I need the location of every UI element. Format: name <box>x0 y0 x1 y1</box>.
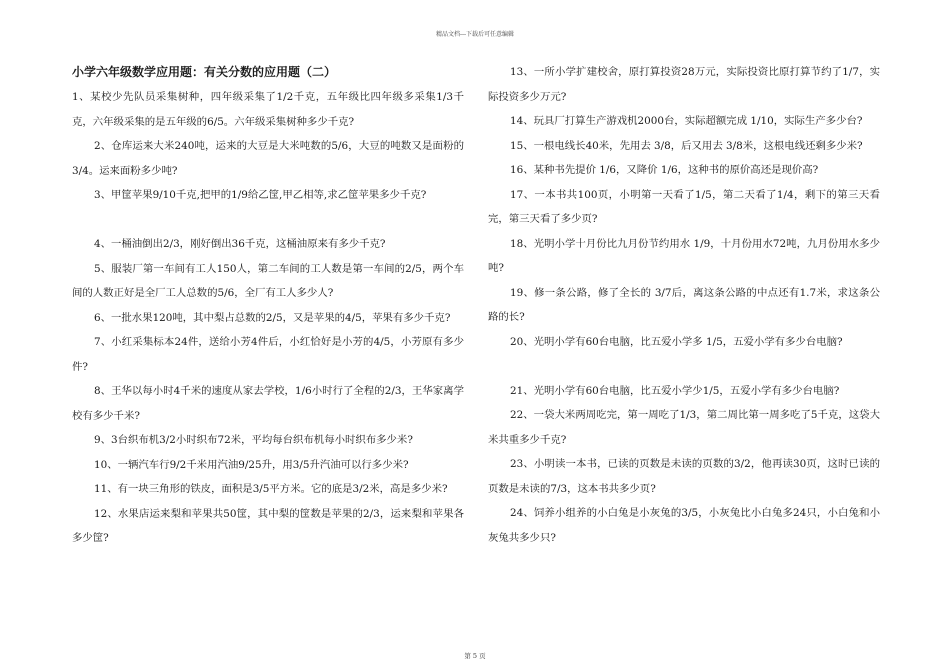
left-column <box>72 60 464 551</box>
question-21: 21、光明小学有60台电脑，比五爱小学少1/5，五爱小学有多少台电脑? <box>510 384 840 397</box>
header-note: 精品文档---下载后可任意编辑 <box>435 31 515 38</box>
question-19: 19、修一条公路，修了全长的 3/7后，离这条公路的中点还有1.7米，求这条公路的长? <box>488 286 880 323</box>
page-title: 小学六年级数学应用题：有关分数的应用题（二） <box>72 65 337 79</box>
question-6: 6、一批水果120吨，其中梨占总数的2/5，又是苹果的4/5，苹果有多少千克? <box>94 311 451 324</box>
question-3: 3、甲筐苹果9/10千克,把甲的1/9给乙筐,甲乙相等,求乙筐苹果多少千克? <box>94 189 427 201</box>
question-11: 11、有一块三角形的铁皮，面积是3/5平方米。它的底是3/2米，高是多少米? <box>94 483 448 495</box>
question-13: 13、一所小学扩建校舍，原打算投资28万元，实际投资比原打算节约了1/7，实际投资多少万元? <box>488 66 880 103</box>
question-12: 12、水果店运来梨和苹果共50筐，其中梨的筐数是苹果的2/3，运来梨和苹果各多少筐? <box>72 507 464 544</box>
question-4: 4、一桶油倒出2/3，刚好倒出36千克，这桶油原来有多少千克? <box>94 238 386 250</box>
question-2: 2、仓库运来大米240吨，运来的大豆是大米吨数的5/6，大豆的吨数又是面粉的3/4。运来面粉多少吨? <box>72 140 464 177</box>
question-15: 15、一根电线长40米，先用去 3/8，后又用去 3/8米，这根电线还剩多少米? <box>510 139 863 152</box>
question-5: 5、服装厂第一车间有工人150人，第二车间的工人数是第一车间的2/5，两个车间的人数正好是全厂工人总数的5/6，全厂有工人多少人? <box>72 262 464 299</box>
right-column <box>488 60 880 550</box>
question-20: 20、光明小学有60台电脑，比五爱小学多 1/5，五爱小学有多少台电脑? <box>510 335 843 348</box>
question-16: 16、某种书先提价 1/6，又降价 1/6，这种书的原价高还是现价高? <box>510 164 819 176</box>
page-number: 第 5 页 <box>464 652 486 660</box>
question-22: 22、一袋大米两周吃完，第一周吃了1/3，第二周比第一周多吃了5千克，这袋大米共重多少千克? <box>488 409 880 446</box>
question-24: 24、饲养小组养的小白兔是小灰兔的3/5，小灰兔比小白兔多24只，小白兔和小灰兔共多少只? <box>488 507 880 544</box>
question-7: 7、小红采集标本24件，送给小芳4件后，小红恰好是小芳的4/5，小芳原有多少件? <box>72 336 464 373</box>
question-10: 10、一辆汽车行9/2千米用汽油9/25升，用3/5升汽油可以行多少米? <box>94 458 409 471</box>
question-17: 17、一本书共100页，小明第一天看了1/5，第二天看了1/4，剩下的第三天看完，第三天看了多少页? <box>488 188 880 225</box>
question-14: 14、玩具厂打算生产游戏机2000台，实际超额完成 1/10，实际生产多少台? <box>510 115 863 127</box>
question-18: 18、光明小学十月份比九月份节约用水 1/9，十月份用水72吨，九月份用水多少吨? <box>488 237 880 274</box>
question-23: 23、小明读一本书，已读的页数是未读的页数的3/2，他再读30页，这时已读的页数是未读的7/3，这本书共多少页? <box>488 458 880 495</box>
question-8: 8、王华以每小时4千米的速度从家去学校，1/6小时行了全程的2/3，王华家离学校有多少千米? <box>72 385 464 422</box>
question-1: 1、某校少先队员采集树种，四年级采集了1/2千克，五年级比四年级多采集1/3千克，六年级采集的是五年级的6/5。六年级采集树种多少千克? <box>72 91 464 128</box>
question-9: 9、3台织布机3/2小时织布72米，平均每台织布机每小时织布多少米? <box>94 434 413 446</box>
